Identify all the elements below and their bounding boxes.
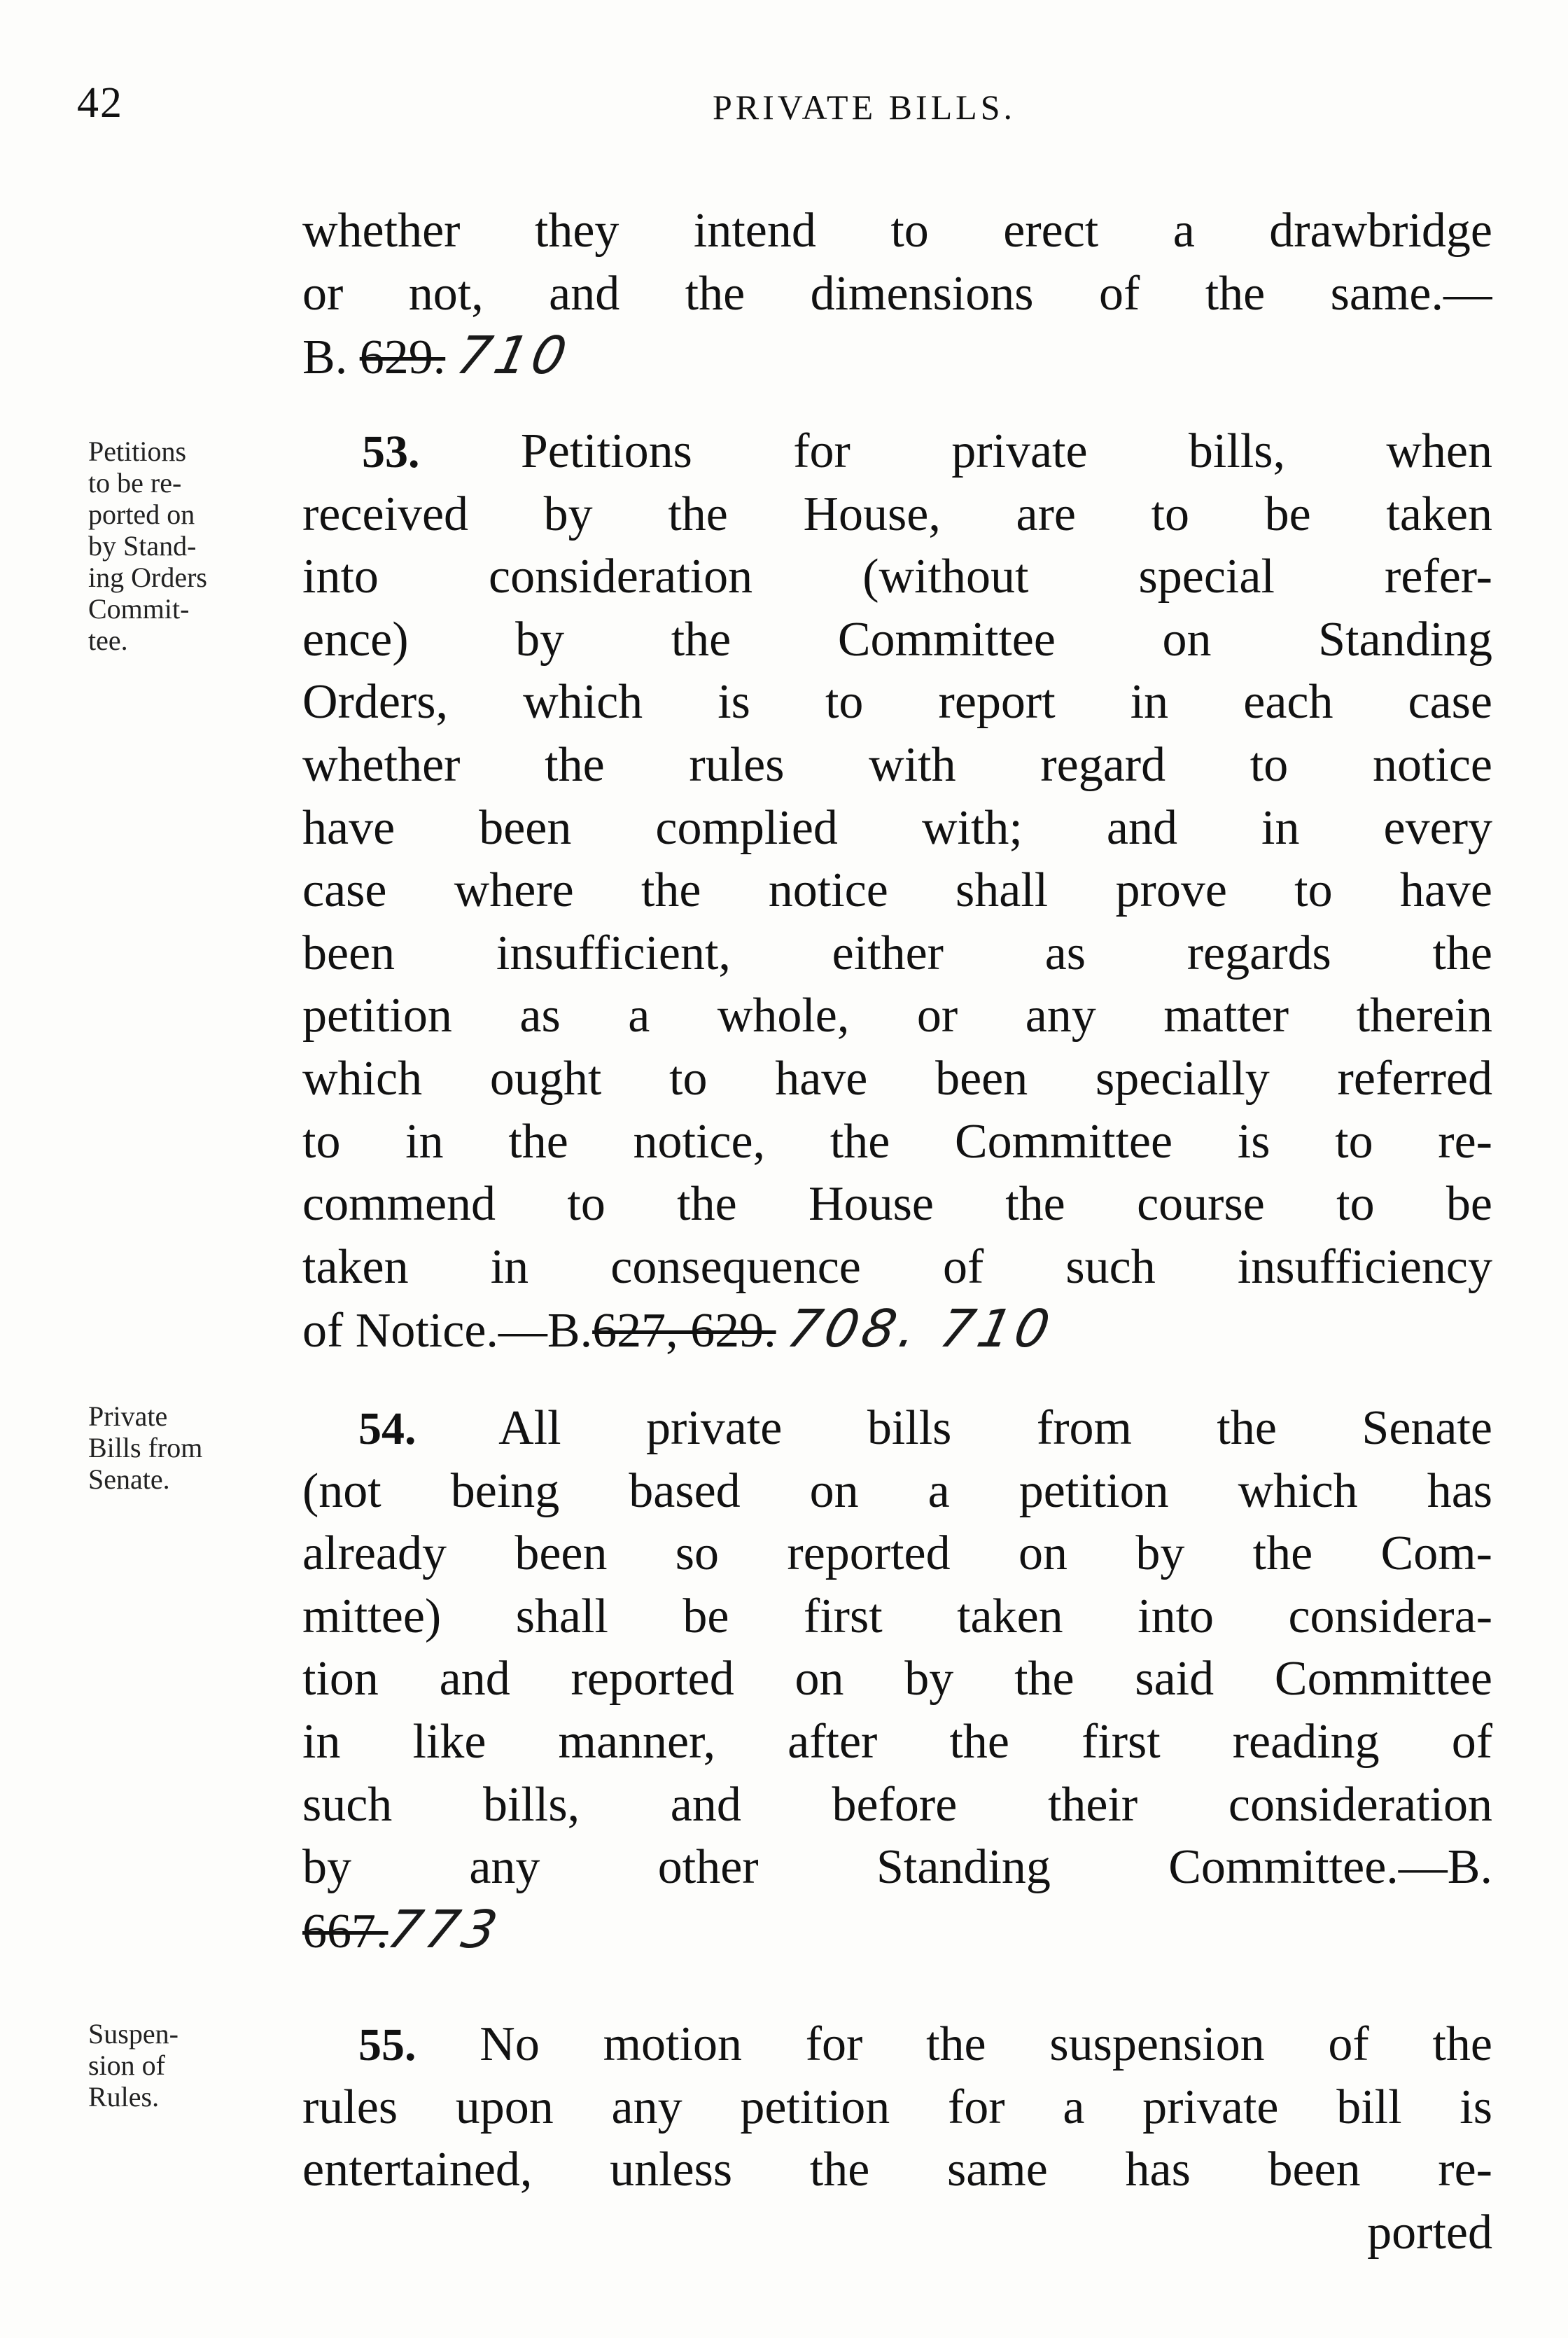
continued-paragraph <box>302 200 1492 388</box>
text-line-content: All private bills from the Senate <box>498 1401 1492 1455</box>
text-line: to in the notice, the Committee is to re- <box>302 1114 1492 1169</box>
text-line: rules upon any petition for a private bill is <box>302 2080 1492 2134</box>
text-line <box>302 1397 1492 1460</box>
margin-note-line: ported on <box>88 499 195 530</box>
text-line-content: No motion for the suspension of the <box>479 2017 1492 2071</box>
text-line: entertained, unless the same has been re- <box>302 2143 1492 2197</box>
catchword: ported <box>1367 2205 1492 2260</box>
text-line: taken in consequence of such insufficiency <box>302 1239 1492 1294</box>
margin-note-line: Private <box>88 1400 168 1432</box>
margin-note-line: to be re- <box>88 467 182 499</box>
text-line: or not, and the dimensions of the same.— <box>302 266 1492 321</box>
handwritten-reference: 708. 710 <box>782 1299 1059 1360</box>
margin-note-line: sion of <box>88 2050 165 2081</box>
margin-note-line: Commit- <box>88 593 190 625</box>
text-line: already been so reported on by the Com- <box>302 1526 1492 1581</box>
text-line: whether they intend to erect a drawbridge <box>302 204 1492 258</box>
margin-note-line: ing Orders <box>88 562 207 593</box>
running-head: PRIVATE BILLS. <box>713 88 1016 127</box>
struck-reference: 629. <box>359 330 446 385</box>
text-line: Orders, which is to report in each case <box>302 675 1492 730</box>
text-line: which ought to have been specially referred <box>302 1051 1492 1106</box>
section-number: 54. <box>358 1403 416 1454</box>
text-line: into consideration (without special refer- <box>302 550 1492 604</box>
handwritten-reference: 710 <box>451 326 576 387</box>
text-line: ence) by the Committee on Standing <box>302 612 1492 667</box>
margin-note-suspension <box>88 2018 298 2113</box>
text-line: such bills, and before their consideration <box>302 1777 1492 1832</box>
text-line: received by the House, are to be taken <box>302 487 1492 541</box>
text-line: tion and reported on by the said Committee <box>302 1652 1492 1706</box>
reference-prefix: B. <box>302 330 348 385</box>
text-line <box>302 420 1492 483</box>
text-line: by any other Standing Committee.—B. <box>302 1840 1492 1895</box>
reference-line <box>302 1899 1492 1962</box>
text-line: (not being based on a petition which has <box>302 1463 1492 1518</box>
text-line: case where the notice shall prove to have <box>302 863 1492 918</box>
struck-reference: 667. <box>302 1904 388 1958</box>
reference-line <box>302 1298 1492 1361</box>
rule-55 <box>302 2013 1492 2264</box>
margin-note-line: Rules. <box>88 2081 160 2113</box>
margin-note-line: Petitions <box>88 436 187 467</box>
text-line: been insufficient, either as regards the <box>302 926 1492 980</box>
text-line <box>302 2013 1492 2076</box>
text-line: mittee) shall be first taken into considera- <box>302 1589 1492 1643</box>
section-number: 53. <box>362 426 420 478</box>
page-number: 42 <box>77 79 123 127</box>
text-line: have been complied with; and in every <box>302 800 1492 855</box>
margin-note-line: by Stand- <box>88 530 197 562</box>
margin-note-line: Bills from <box>88 1432 203 1463</box>
margin-note-private-bills <box>88 1400 298 1495</box>
section-number: 55. <box>358 2019 416 2071</box>
rule-53 <box>302 420 1492 1361</box>
text-line: petition as a whole, or any matter therein <box>302 989 1492 1043</box>
reference-line <box>302 325 1492 388</box>
margin-note-line: Senate. <box>88 1463 170 1495</box>
text-line: whether the rules with regard to notice <box>302 737 1492 792</box>
margin-note-line: Suspen- <box>88 2018 178 2050</box>
handwritten-reference: 773 <box>382 1899 507 1960</box>
rule-54 <box>302 1397 1492 1961</box>
margin-note-petitions <box>88 436 298 656</box>
page-header <box>0 78 1568 134</box>
reference-prefix: of Notice.—B. <box>302 1304 593 1358</box>
text-line: commend to the House the course to be <box>302 1177 1492 1232</box>
text-line: in like manner, after the first reading of <box>302 1714 1492 1769</box>
struck-reference: 627, 629. <box>592 1304 776 1358</box>
text-line-content: Petitions for private bills, when <box>520 424 1492 478</box>
margin-note-line: tee. <box>88 625 128 656</box>
